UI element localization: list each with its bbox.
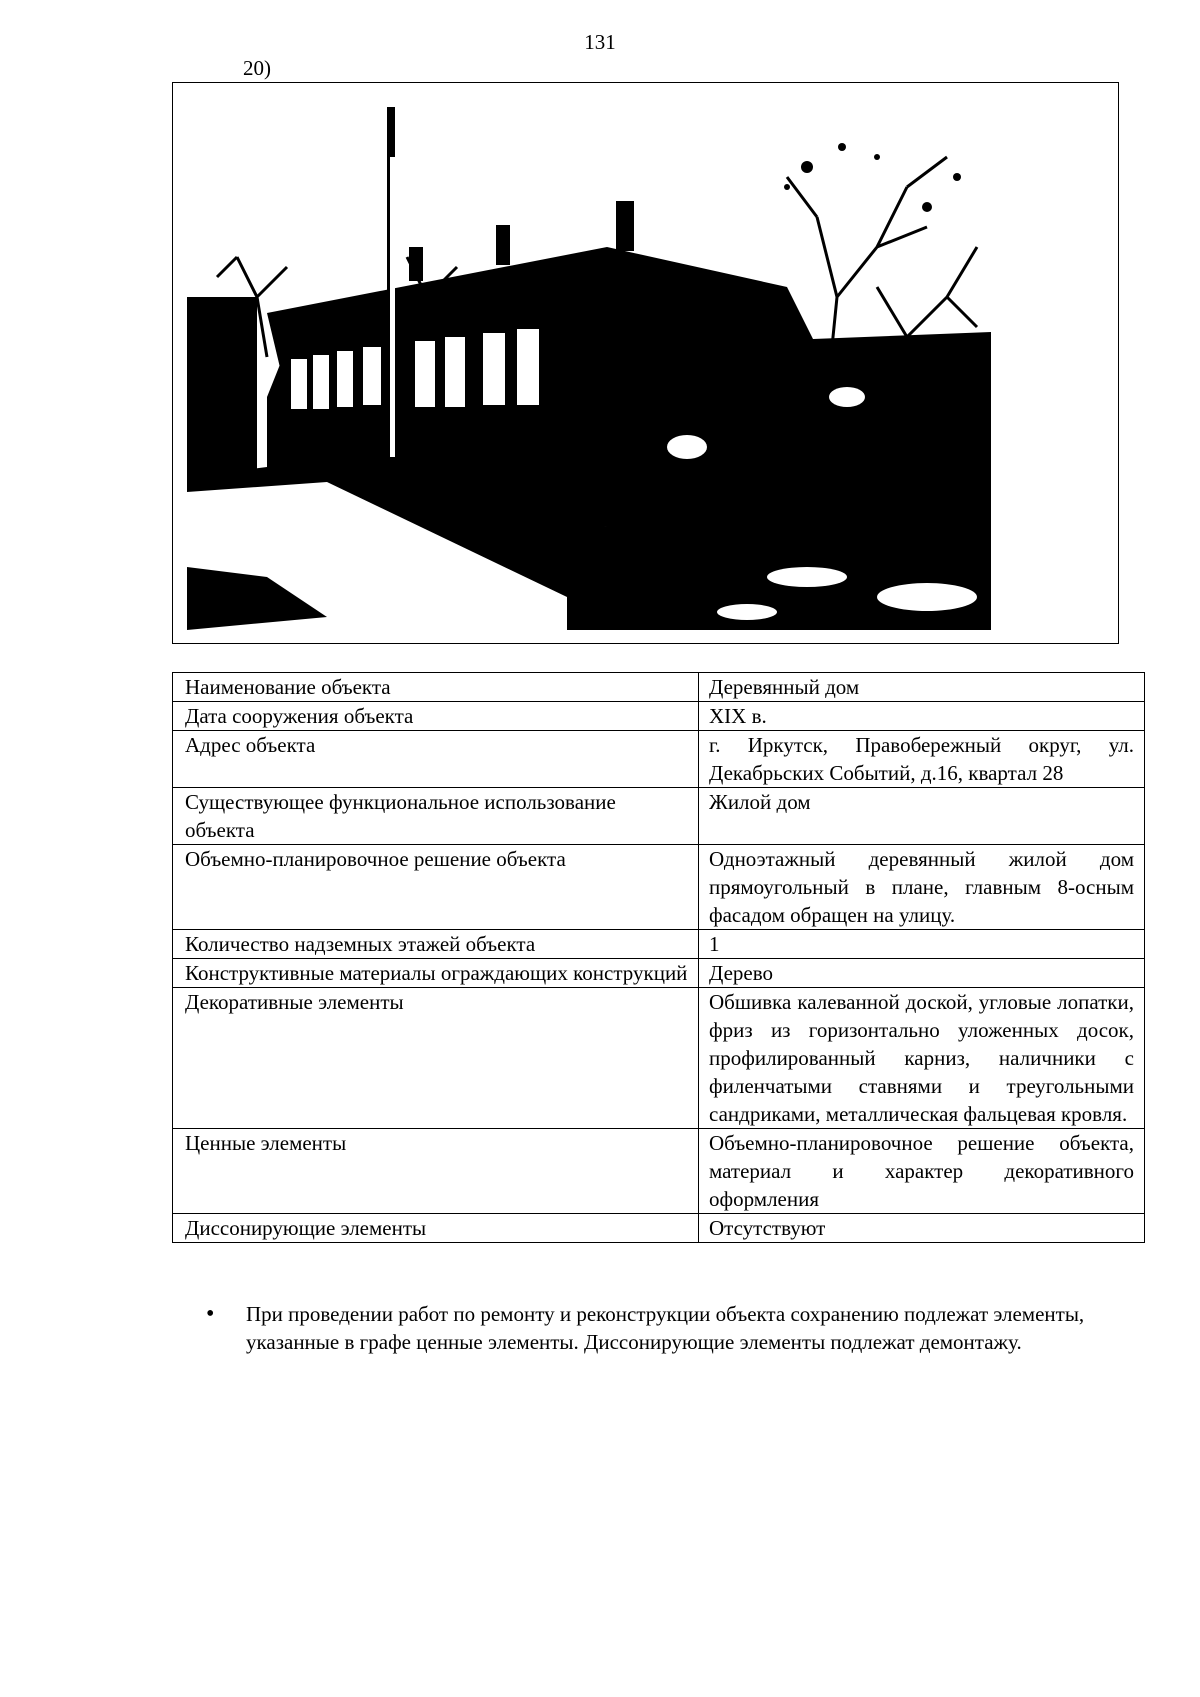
- row-value: 1: [699, 930, 1145, 959]
- building-photo: [187, 97, 991, 630]
- row-value: Обшивка калеванной доской, угловые лопатки, фриз из горизонтально уложенных досок, профилированный карниз, наличники с филенчатыми ставнями и треугольными сандриками, металлическая фальцевая кровля.: [699, 988, 1145, 1129]
- row-label: Количество надземных этажей объекта: [173, 930, 699, 959]
- table-row: [173, 930, 1145, 959]
- table-row: [173, 1129, 1145, 1214]
- object-passport-table: [172, 672, 1145, 1243]
- row-value: Дерево: [699, 959, 1145, 988]
- table-row: [173, 788, 1145, 845]
- row-label: Наименование объекта: [173, 673, 699, 702]
- page-number: 131: [584, 30, 616, 54]
- row-value: Объемно-планировочное решение объекта, материал и характер декоративного оформления: [699, 1129, 1145, 1214]
- table-row: [173, 702, 1145, 731]
- row-label: Адрес объекта: [173, 731, 699, 788]
- row-value: Жилой дом: [699, 788, 1145, 845]
- row-value: Деревянный дом: [699, 673, 1145, 702]
- note-text: При проведении работ по ремонту и реконструкции объекта сохранению подлежат элементы, указанные в графе ценные элементы. Диссонирующие элементы подлежат демонтажу.: [246, 1302, 1085, 1354]
- row-value: г. Иркутск, Правобережный округ, ул. Декабрьских Событий, д.16, квартал 28: [699, 731, 1145, 788]
- row-label: Конструктивные материалы ограждающих конструкций: [173, 959, 699, 988]
- row-value: Отсутствуют: [699, 1214, 1145, 1243]
- row-label: Объемно-планировочное решение объекта: [173, 845, 699, 930]
- table-row: [173, 673, 1145, 702]
- table-row: [173, 731, 1145, 788]
- note: [172, 1300, 1122, 1356]
- row-label: Декоративные элементы: [173, 988, 699, 1129]
- row-label: Диссонирующие элементы: [173, 1214, 699, 1243]
- row-label: Дата сооружения объекта: [173, 702, 699, 731]
- table-row: [173, 845, 1145, 930]
- row-value: Одноэтажный деревянный жилой дом прямоугольный в плане, главным 8-осным фасадом обращен на улицу.: [699, 845, 1145, 930]
- row-label: Существующее функциональное использование объекта: [173, 788, 699, 845]
- table-row: [173, 1214, 1145, 1243]
- item-number: 20): [243, 56, 271, 80]
- photo-frame: [172, 82, 1119, 644]
- row-label: Ценные элементы: [173, 1129, 699, 1214]
- table-row: [173, 988, 1145, 1129]
- bullet-icon: •: [206, 1301, 215, 1327]
- row-value: XIX в.: [699, 702, 1145, 731]
- table-row: [173, 959, 1145, 988]
